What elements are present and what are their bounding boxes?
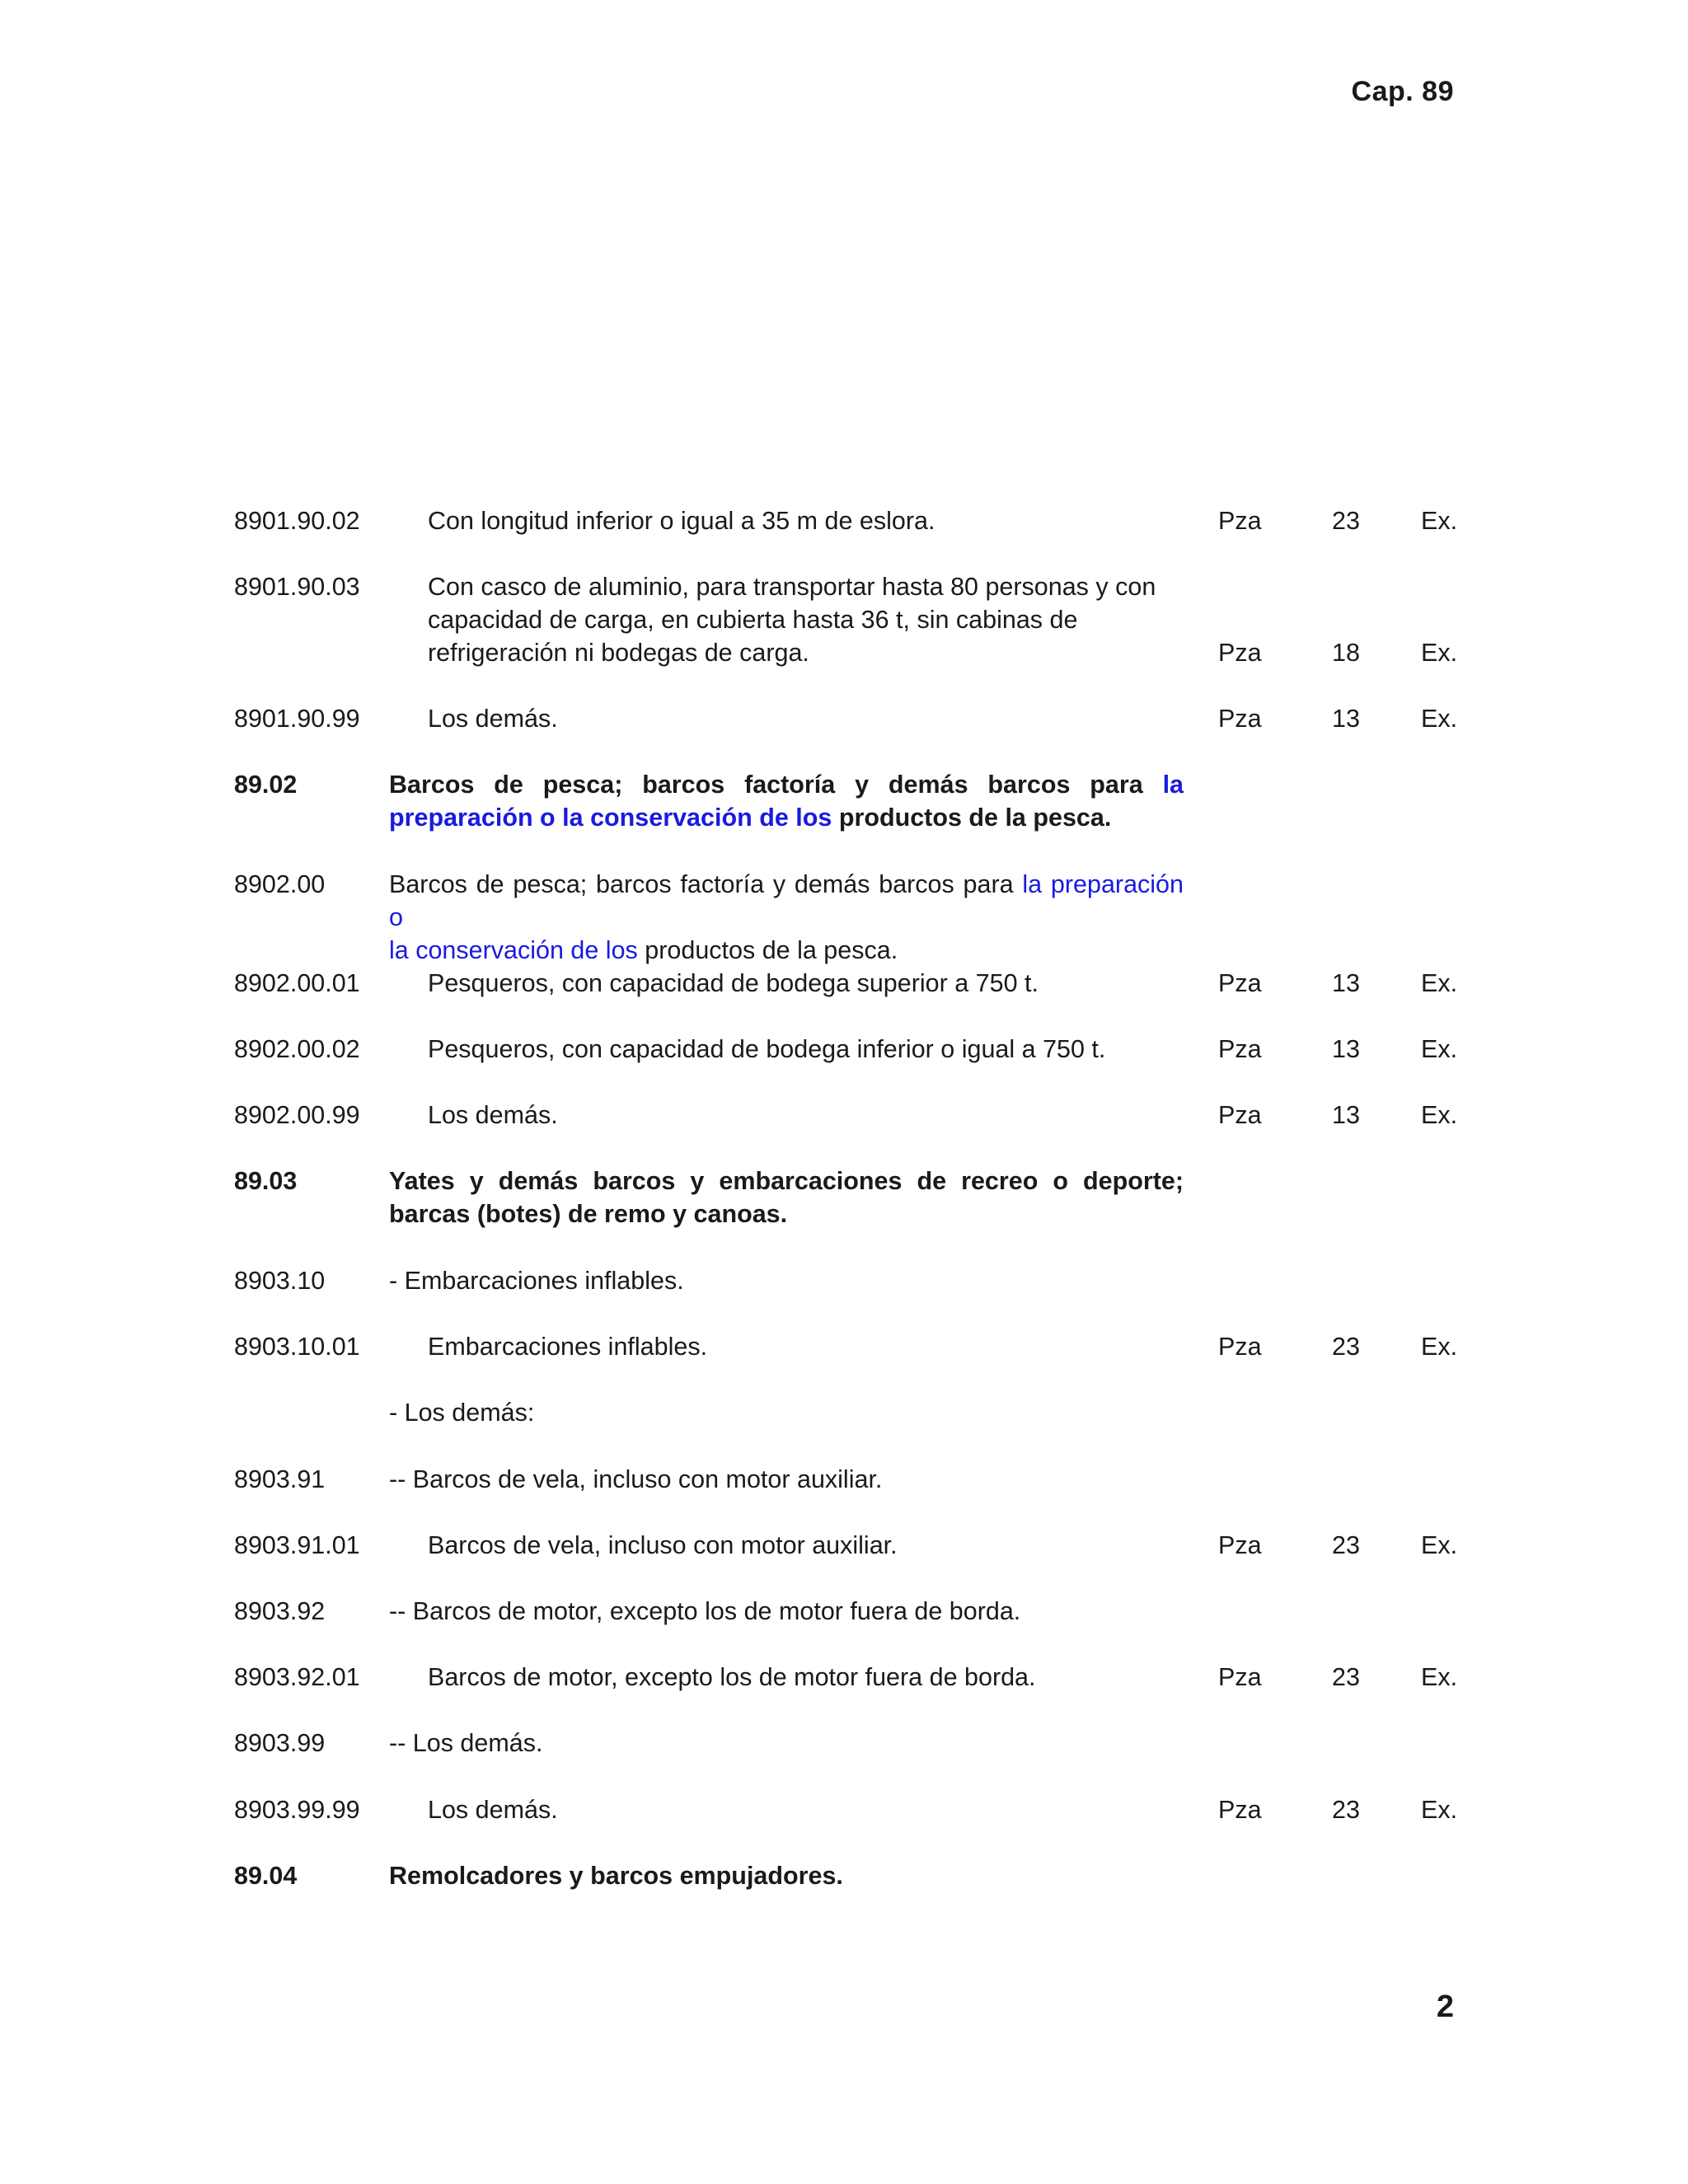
description-line: capacidad de carga, en cubierta hasta 36 t, sin cabinas de [428, 606, 1078, 634]
description-line: Barcos de pesca; barcos factoría y demás barcos para la preparación o [389, 870, 1184, 931]
tariff-description: Con longitud inferior o igual a 35 m de eslora. [428, 507, 935, 535]
tax-rate-cell: 23 [1332, 1333, 1360, 1361]
tariff-description: Embarcaciones inflables. [428, 1333, 708, 1361]
description-line: preparación o la conservación de los productos de la pesca. [389, 804, 1112, 832]
subheading-code: 8902.00 [234, 870, 326, 898]
heading-code: 89.02 [234, 771, 298, 799]
unit-cell: Pza [1218, 1101, 1262, 1129]
subheading-description: -- Barcos de motor, excepto los de motor fuera de borda. [389, 1597, 1021, 1625]
subheading-description: -- Los demás. [389, 1729, 543, 1757]
description-line: Barcos de pesca; barcos factoría y demás barcos para la [389, 771, 1184, 799]
exemption-cell: Ex. [1421, 1796, 1458, 1824]
exemption-cell: Ex. [1421, 1531, 1458, 1559]
exemption-cell: Ex. [1421, 705, 1458, 733]
unit-cell: Pza [1218, 969, 1262, 997]
tariff-description: Barcos de vela, incluso con motor auxiliar. [428, 1531, 898, 1559]
unit-cell: Pza [1218, 507, 1262, 535]
tax-rate-cell: 13 [1332, 1035, 1360, 1063]
tax-rate-cell: 13 [1332, 705, 1360, 733]
tax-rate-cell: 23 [1332, 1796, 1360, 1824]
tariff-description: Los demás. [428, 1796, 558, 1824]
heading-description [389, 1165, 1184, 1230]
amended-text: la [1162, 771, 1184, 799]
unit-cell: Pza [1218, 1663, 1262, 1691]
tariff-code: 8901.90.02 [234, 507, 360, 535]
subheading-code: 8903.91 [234, 1465, 326, 1493]
amended-text: preparación o la conservación de los [389, 804, 832, 832]
tariff-code: 8902.00.02 [234, 1035, 360, 1063]
tax-rate-cell: 23 [1332, 1663, 1360, 1691]
heading-description: Remolcadores y barcos empujadores. [389, 1862, 843, 1890]
tax-rate-cell: 13 [1332, 969, 1360, 997]
heading-code: 89.04 [234, 1862, 298, 1890]
subheading-code: 8903.10 [234, 1267, 326, 1295]
tax-rate-cell: 23 [1332, 1531, 1360, 1559]
chapter-header: Cap. 89 [1351, 76, 1454, 107]
tariff-description: Pesqueros, con capacidad de bodega superior a 750 t. [428, 969, 1039, 997]
subheading-description [389, 868, 1184, 967]
exemption-cell: Ex. [1421, 507, 1458, 535]
tariff-code: 8902.00.01 [234, 969, 360, 997]
description-line: Con casco de aluminio, para transportar hasta 80 personas y con [428, 573, 1156, 601]
unit-cell: Pza [1218, 1035, 1262, 1063]
description-line: Yates y demás barcos y embarcaciones de recreo o deporte; [389, 1167, 1184, 1195]
tariff-code: 8901.90.99 [234, 705, 360, 733]
tariff-code: 8903.99.99 [234, 1796, 360, 1824]
tax-rate-cell: 13 [1332, 1101, 1360, 1129]
group-label: - Los demás: [389, 1399, 535, 1427]
subheading-description: -- Barcos de vela, incluso con motor auxiliar. [389, 1465, 883, 1493]
exemption-cell: Ex. [1421, 1101, 1458, 1129]
tariff-description [428, 570, 1184, 669]
description-line: la conservación de los productos de la pesca. [389, 936, 898, 964]
unit-cell: Pza [1218, 1796, 1262, 1824]
unit-cell: Pza [1218, 1531, 1262, 1559]
unit-cell: Pza [1218, 1333, 1262, 1361]
heading-description [389, 768, 1184, 834]
subheading-code: 8903.99 [234, 1729, 326, 1757]
exemption-cell: Ex. [1421, 1035, 1458, 1063]
tariff-code: 8903.91.01 [234, 1531, 360, 1559]
exemption-cell: Ex. [1421, 969, 1458, 997]
tariff-code: 8901.90.03 [234, 573, 360, 601]
subheading-code: 8903.92 [234, 1597, 326, 1625]
tariff-code: 8903.92.01 [234, 1663, 360, 1691]
unit-cell: Pza [1218, 639, 1262, 667]
tariff-description: Los demás. [428, 705, 558, 733]
description-line: refrigeración ni bodegas de carga. [428, 639, 809, 667]
tariff-description: Pesqueros, con capacidad de bodega inferior o igual a 750 t. [428, 1035, 1106, 1063]
tariff-description: Barcos de motor, excepto los de motor fuera de borda. [428, 1663, 1036, 1691]
heading-code: 89.03 [234, 1167, 298, 1195]
page-number: 2 [1436, 1990, 1454, 2024]
tariff-description: Los demás. [428, 1101, 558, 1129]
tariff-code: 8902.00.99 [234, 1101, 360, 1129]
tax-rate-cell: 23 [1332, 507, 1360, 535]
description-line: barcas (botes) de remo y canoas. [389, 1200, 788, 1228]
amended-text: la preparación o [389, 870, 1184, 931]
tariff-code: 8903.10.01 [234, 1333, 360, 1361]
exemption-cell: Ex. [1421, 1333, 1458, 1361]
tax-rate-cell: 18 [1332, 639, 1360, 667]
unit-cell: Pza [1218, 705, 1262, 733]
amended-text: la conservación de los [389, 936, 638, 964]
exemption-cell: Ex. [1421, 1663, 1458, 1691]
exemption-cell: Ex. [1421, 639, 1458, 667]
subheading-description: - Embarcaciones inflables. [389, 1267, 684, 1295]
